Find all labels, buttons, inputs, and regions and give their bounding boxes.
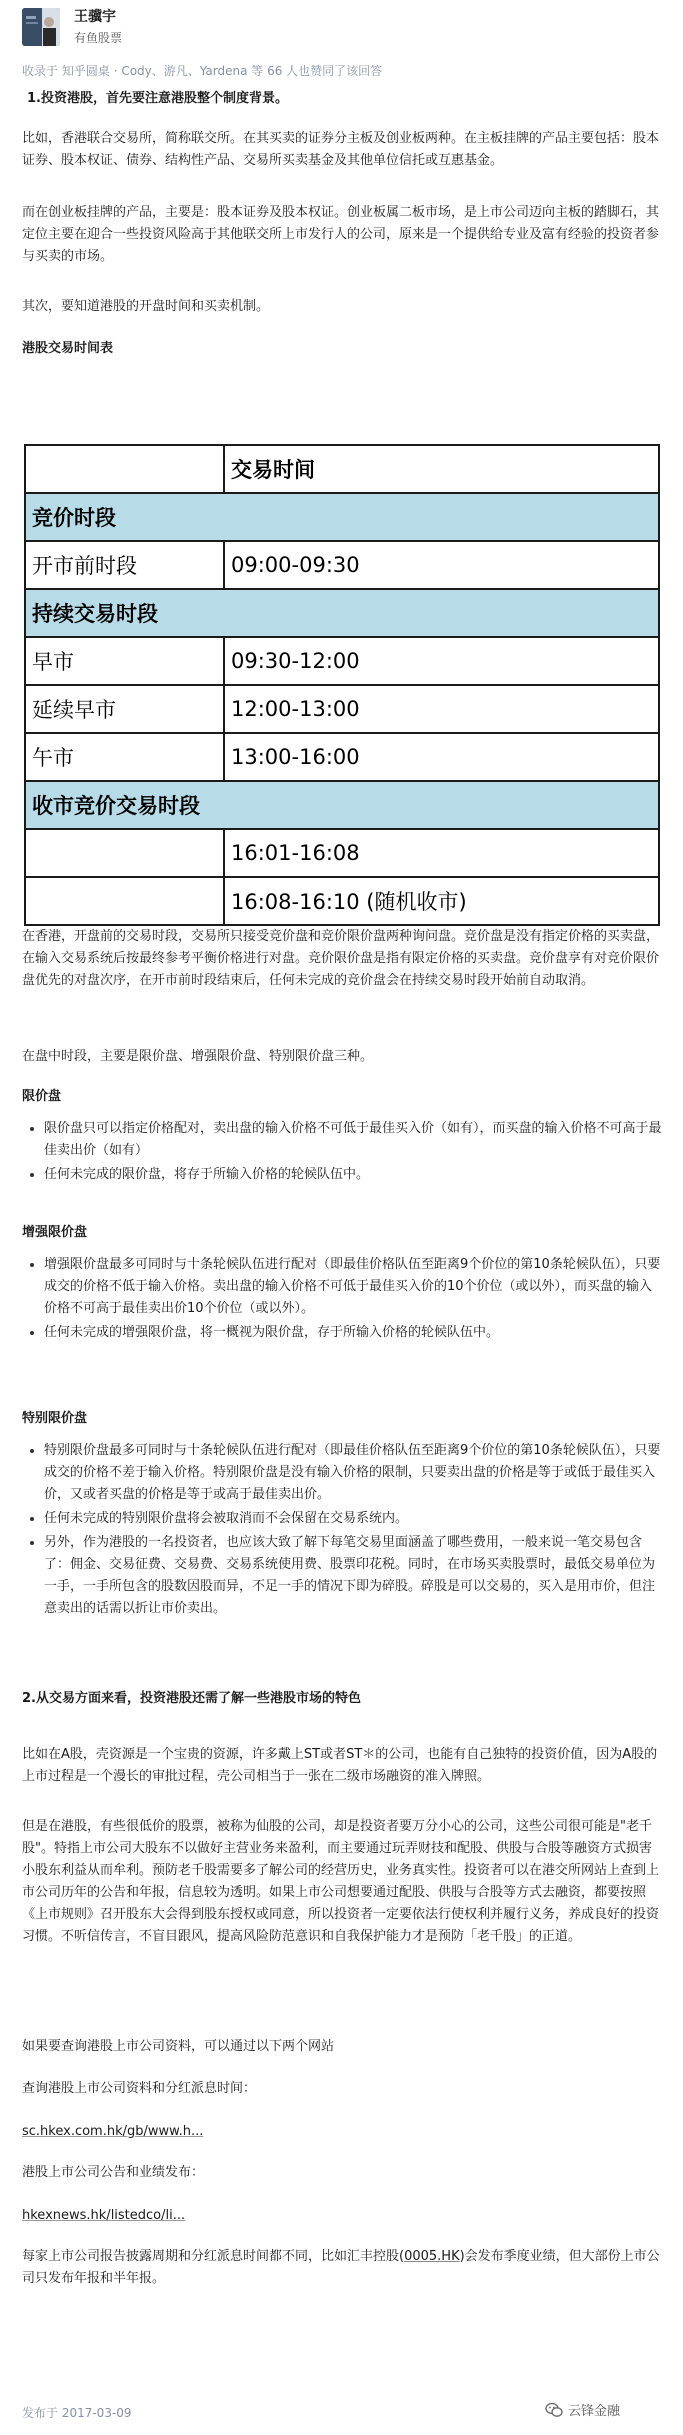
query-label-2: 港股上市公司公告和业绩发布： — [22, 2165, 205, 2180]
special-order-list — [22, 1440, 662, 1620]
table-row — [25, 685, 659, 733]
table-cell — [25, 445, 224, 493]
table-cell — [25, 877, 224, 925]
list-item: • 任何未完成的增强限价盘，将一概视为限价盘，存于所输入价格的轮候队伍中。 — [44, 1322, 662, 1344]
table-cell: 延续早市 — [25, 685, 224, 733]
hkex-link[interactable]: sc.hkex.com.hk/gb/www.h... — [22, 2124, 204, 2139]
publish-date[interactable]: 发布于 2017-03-09 — [22, 2406, 132, 2420]
limit-order-title: 限价盘 — [22, 1089, 62, 1104]
collection-link[interactable]: 知乎圆桌 — [61, 64, 110, 78]
table-cell: 09:30-12:00 — [224, 637, 659, 685]
hsbc-stock-link[interactable]: 0005.HK — [404, 2249, 460, 2264]
intro-paragraph-1: 比如，香港联合交易所，简称联交所。在其买卖的证券分主板及创业板两种。在主板挂牌的产品主要包括：股本证券、股本权证、债券、结构性产品、交易所买卖基金及其他单位信托或互惠基金。 — [22, 131, 660, 168]
list-item: • 任何未完成的特别限价盘将会被取消而不会保留在交易系统内。 — [44, 1508, 662, 1530]
table-cell: 16:01-16:08 — [224, 829, 659, 877]
table-row — [25, 541, 659, 589]
list-item: • 增强限价盘最多可同时与十条轮候队伍进行配对（即最佳价格队伍至距离9个价位的第10条轮候队伍），只要成交的价格不低于输入价格。卖出盘的输入价格不可低于最佳买入价的10个价位（或以外），而买盘的输入价格不可高于最佳卖出价10个价位（或以外）。 — [44, 1254, 662, 1320]
watermark — [545, 2400, 620, 2419]
section-heading-1: 1.投资港股，首先要注意港股整个制度背景。 — [27, 91, 288, 106]
upvote-info — [22, 62, 382, 79]
intro-section — [22, 88, 662, 110]
table-row — [25, 733, 659, 781]
auction-paragraph: 在香港，开盘前的交易时段，交易所只接受竞价盘和竞价限价盘两种询问盘。竞价盘是没有指定价格的买卖盘，在输入交易系统后按最终参考平衡价格进行对盘。竞价限价盘是指有限定价格的买卖盘。竞价盘享有对竞价限价盘优先的对盘次序，在开市前时段结束后，任何未完成的竞价盘会在持续交易时段开始前自动取消。 — [22, 929, 660, 988]
avatar-image-icon — [22, 8, 60, 46]
disclosure-paragraph — [22, 2246, 662, 2290]
table-title: 港股交易时间表 — [22, 341, 114, 356]
enhanced-order-title: 增强限价盘 — [22, 1225, 88, 1240]
table-cell: 早市 — [25, 637, 224, 685]
section-closing-auction: 收市竞价交易时段 — [25, 781, 659, 829]
a-share-paragraph: 比如在A股，壳资源是一个宝贵的资源，许多戴上ST或者ST＊的公司，也能有自己独特的投资价值，因为A股的上市过程是一个漫长的审批过程，壳公司相当于一张在二级市场融资的准入牌照。 — [22, 1747, 658, 1784]
table-header-row — [25, 445, 659, 493]
section-continuous: 持续交易时段 — [25, 589, 659, 637]
list-item: • 特别限价盘最多可同时与十条轮候队伍进行配对（即最佳价格队伍至距离9个价位的第10条轮候队伍），只要成交的价格不差于输入价格。特别限价盘是没有输入价格的限制，只要卖出盘的价格是等于或低于最佳买入价，又或者买盘的价格是等于或高于最佳卖出价。 — [44, 1440, 662, 1506]
intro-paragraph-3: 其次，要知道港股的开盘时间和买卖机制。 — [22, 299, 270, 314]
query-intro-paragraph: 如果要查询港股上市公司资料，可以通过以下两个网站 — [22, 2039, 335, 2054]
wechat-icon — [545, 2401, 563, 2419]
disclosure-text-b: )会发布季度业绩，但大部份上市公司只发布年报和半年报。 — [22, 2249, 660, 2286]
query-label-1: 查询港股上市公司资料和分红派息时间： — [22, 2081, 257, 2096]
collected-prefix: 收录于 — [22, 64, 59, 78]
hkexnews-link[interactable]: hkexnews.hk/listedco/li... — [22, 2208, 186, 2223]
table-cell: 16:08-16:10 (随机收市) — [224, 877, 659, 925]
table-row — [25, 637, 659, 685]
intraday-paragraph: 在盘中时段，主要是限价盘、增强限价盘、特别限价盘三种。 — [22, 1049, 374, 1064]
table-cell: 12:00-13:00 — [224, 685, 659, 733]
author-bio: 有鱼股票 — [74, 31, 123, 45]
limit-order-list — [22, 1118, 662, 1186]
list-item: • 另外，作为港股的一名投资者，也应该大致了解下每笔交易里面涵盖了哪些费用，一般来说一笔交易包含了：佣金、交易征费、交易费、交易系统使用费、股票印花税。同时，在市场买卖股票时，最低交易单位为一手，一手所包含的股数因股而异，不足一手的情况下即为碎股。碎股是可以交易的，买入是用市价，但注意卖出的话需以折让市价卖出。 — [44, 1532, 662, 1620]
table-row — [25, 829, 659, 877]
penny-stock-paragraph: 但是在港股，有些很低价的股票，被称为仙股的公司，却是投资者要万分小心的公司，这些公司很可能是"老千股"。特指上市公司大股东不以做好主营业务来盈利，而主要通过玩弄财技和配股、供股与合股等融资方式损害小股东利益从而牟利。预防老千股需要多了解公司的经营历史，业务真实性。投资者可以在港交所网站上查到上市公司历年的公告和年报，信息较为透明。如果上市公司想要通过配股、供股与合股等方式去融资，都要按照《上市规则》召开股东大会得到股东授权或同意，所以投资者一定要依法行使权利并履行义务，养成良好的投资习惯。不听信传言，不盲目跟风，提高风险防范意识和自我保护能力才是预防「老千股」的正道。 — [22, 1819, 660, 1944]
special-order-title: 特别限价盘 — [22, 1411, 88, 1426]
intro-paragraph-2: 而在创业板挂牌的产品，主要是：股本证券及股本权证。创业板属二板市场，是上市公司迈向主板的踏脚石，其定位主要在迎合一些投资风险高于其他联交所上市发行人的公司，原来是一个提供给专业及富有经验的投资者参与买卖的市场。 — [22, 205, 660, 264]
table-cell: 开市前时段 — [25, 541, 224, 589]
author-name[interactable]: 王骥宇 — [74, 9, 116, 25]
disclosure-text-a: 每家上市公司报告披露周期和分红派息时间都不同，比如汇丰控股( — [22, 2249, 405, 2264]
avatar[interactable] — [22, 8, 60, 46]
table-section-row — [25, 493, 659, 541]
table-cell: 13:00-16:00 — [224, 733, 659, 781]
author-header — [22, 6, 622, 58]
table-section-row — [25, 589, 659, 637]
upvoters-text: · Cody、游凡、Yardena 等 66 人也赞同了该回答 — [113, 64, 383, 78]
table-header-time: 交易时间 — [224, 445, 659, 493]
trading-hours-table — [24, 444, 660, 926]
watermark-text: 云锋金融 — [568, 2404, 621, 2419]
table-row — [25, 877, 659, 925]
table-cell: 午市 — [25, 733, 224, 781]
section-auction: 竞价时段 — [25, 493, 659, 541]
enhanced-order-list — [22, 1254, 662, 1344]
table-section-row — [25, 781, 659, 829]
list-item: • 任何未完成的限价盘，将存于所输入价格的轮候队伍中。 — [44, 1164, 662, 1186]
list-item: • 限价盘只可以指定价格配对，卖出盘的输入价格不可低于最佳买入价（如有），而买盘的输入价格不可高于最佳卖出价（如有） — [44, 1118, 662, 1162]
table-cell: 09:00-09:30 — [224, 541, 659, 589]
section-heading-2: 2.从交易方面来看，投资港股还需了解一些港股市场的特色 — [22, 1691, 361, 1706]
table-cell — [25, 829, 224, 877]
